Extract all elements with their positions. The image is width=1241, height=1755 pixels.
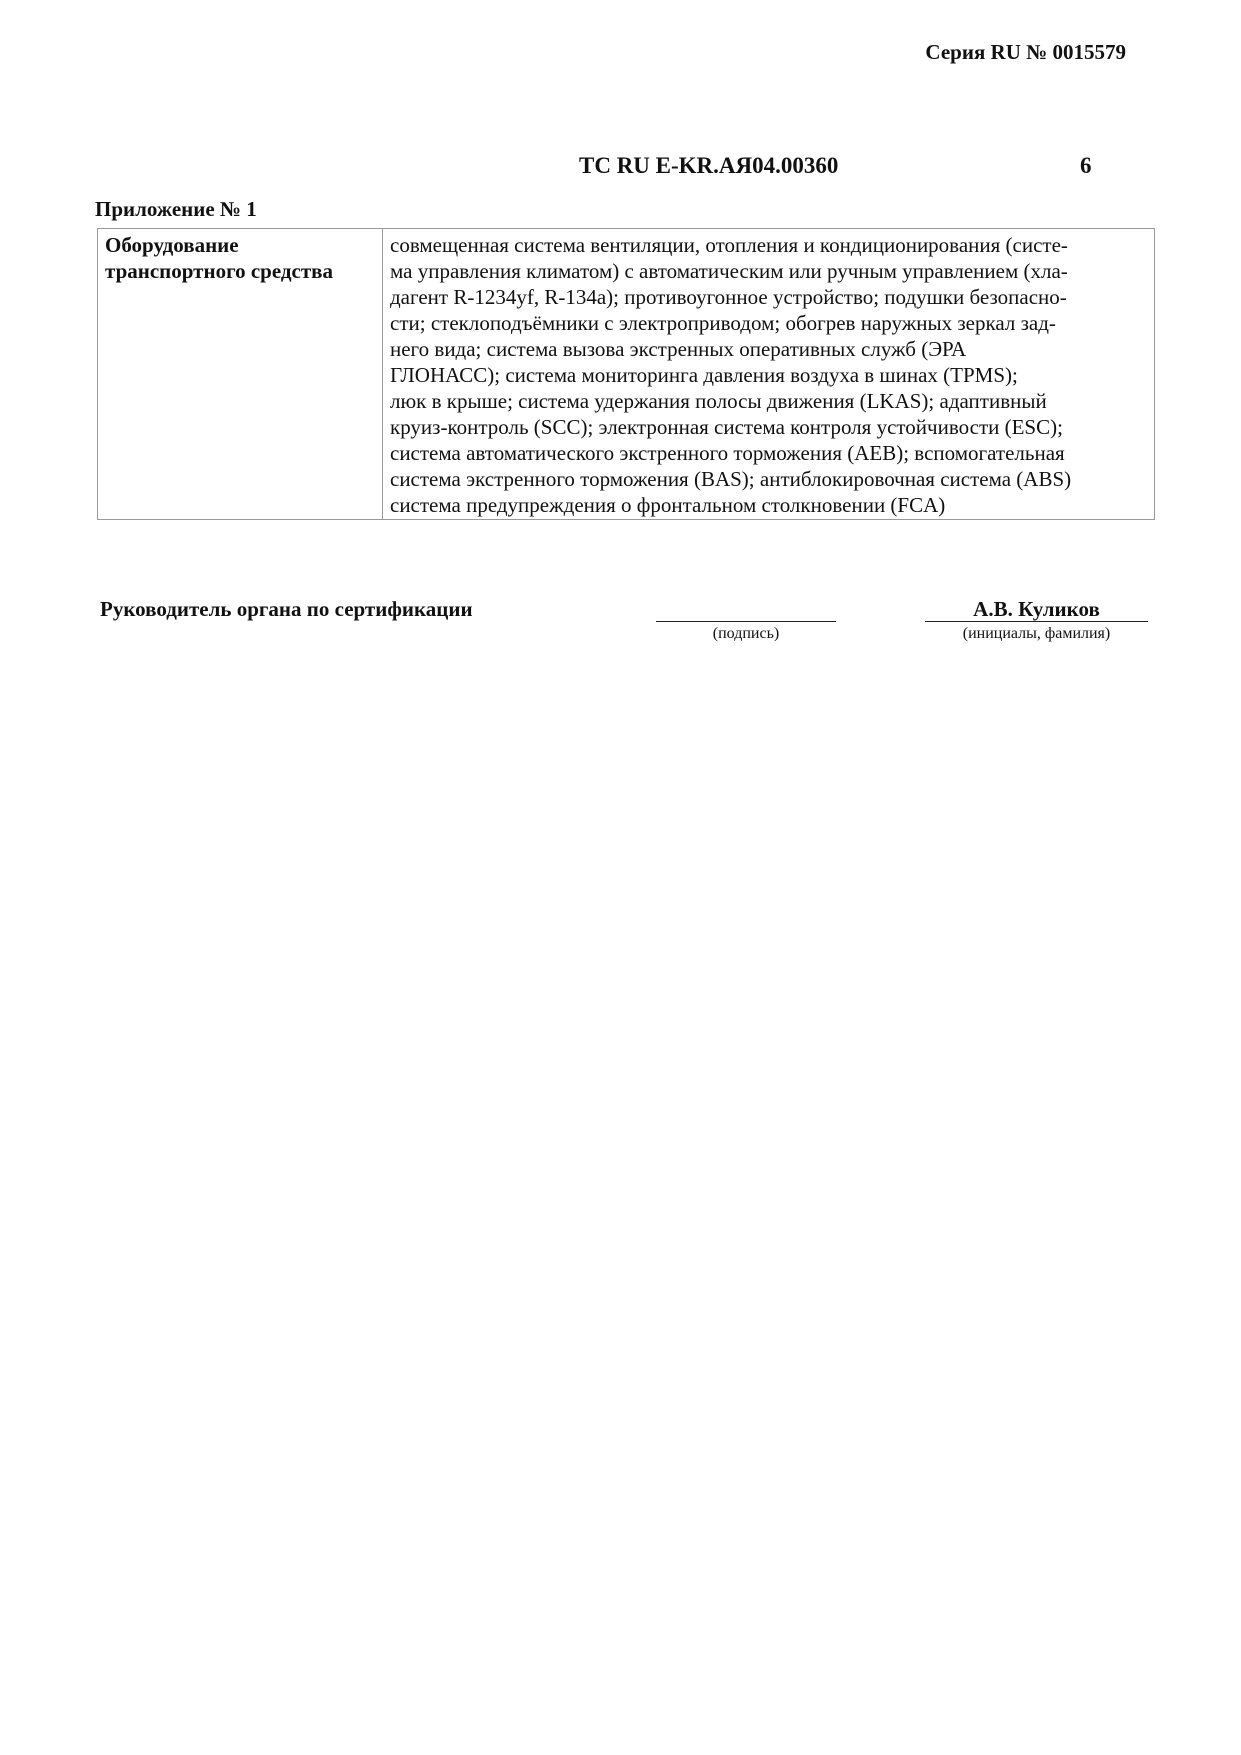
name-line: [925, 621, 1148, 622]
row-value-line: система предупреждения о фронтальном столкновении (FCA): [390, 493, 946, 517]
row-label-line: транспортного средства: [105, 259, 333, 283]
row-value: [383, 229, 1155, 520]
certificate-header: [0, 153, 1241, 183]
row-value-line: люк в крыше; система удержания полосы движения (LKAS); адаптивный: [390, 389, 1047, 413]
appendix-title: Приложение № 1: [95, 197, 257, 221]
row-label-line: Оборудование: [105, 233, 239, 257]
row-value-line: ГЛОНАСС); система мониторинга давления воздуха в шинах (TPMS);: [390, 363, 1018, 387]
signatory-role: Руководитель органа по сертификации: [100, 597, 473, 621]
row-value-line: совмещенная система вентиляции, отопления и кондиционирования (систе-: [390, 233, 1068, 257]
signatory-name: А.В. Куликов: [973, 597, 1100, 621]
row-value-line: сти; стеклоподъёмники с электроприводом; обогрев наружных зеркал зад-: [390, 311, 1056, 335]
certificate-number: ТС RU E-KR.АЯ04.00360: [579, 153, 839, 178]
series-number: Серия RU № 0015579: [925, 40, 1126, 64]
row-value-line: ма управления климатом) с автоматическим или ручным управлением (хла-: [390, 259, 1068, 283]
signature-block: [0, 597, 1241, 657]
appendix-table: [97, 228, 1155, 520]
row-value-line: система экстренного торможения (BAS); антиблокировочная система (ABS): [390, 467, 1072, 491]
page-number: 6: [1080, 153, 1092, 178]
signature-line: [656, 621, 836, 622]
row-value-line: система автоматического экстренного торможения (AEB); вспомогательная: [390, 441, 1065, 465]
table-row: [98, 229, 1155, 520]
row-value-line: него вида; система вызова экстренных оперативных служб (ЭРА: [390, 337, 967, 361]
signature-caption: (подпись): [712, 625, 780, 642]
name-caption: (инициалы, фамилия): [962, 625, 1111, 642]
row-label: [98, 229, 383, 520]
row-value-line: круиз-контроль (SCC); электронная система контроля устойчивости (ESC);: [390, 415, 1063, 439]
row-value-line: дагент R-1234yf, R-134a); противоугонное устройство; подушки безопасно-: [390, 285, 1067, 309]
